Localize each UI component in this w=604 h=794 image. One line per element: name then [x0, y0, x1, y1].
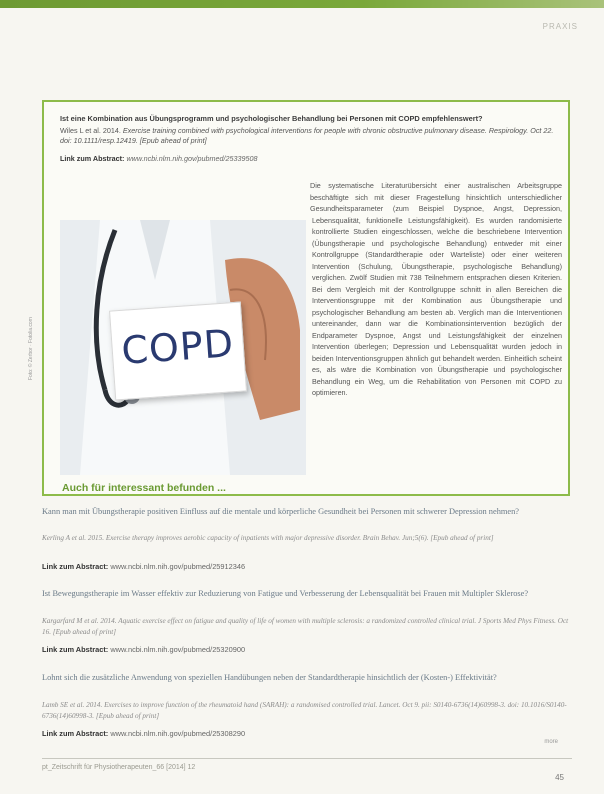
article-3-link[interactable] [42, 729, 572, 738]
article-2-link-label: Link zum Abstract: [42, 645, 109, 654]
article-1-link-label: Link zum Abstract: [42, 562, 109, 571]
box-link-label: Link zum Abstract: [60, 154, 125, 163]
box-link[interactable] [60, 154, 564, 163]
article-2-link-url[interactable]: www.ncbi.nlm.nih.gov/pubmed/25320900 [110, 645, 246, 654]
article-2-link[interactable] [42, 645, 572, 654]
more-indicator: more [544, 739, 558, 745]
article-1-title: Kann man mit Übungstherapie positiven Einfluss auf die mentale und körperliche Gesundheit bei Personen mit schwerer Depression nehmen? [42, 507, 520, 516]
copd-photo [60, 220, 306, 475]
article-3-title: Lohnt sich die zusätzliche Anwendung von speziellen Handübungen neben der Standardtherapie hinsichtlich der (Kosten-) Effektivität? [42, 673, 497, 682]
box-link-url[interactable]: www.ncbi.nlm.nih.gov/pubmed/25339508 [126, 154, 258, 163]
box-reference [60, 126, 564, 146]
box-reference-journal: Respirology. Oct 22. doi: 10.1111/resp.12419. [Epub ahead of print] [60, 126, 554, 145]
article-1-link-url[interactable]: www.ncbi.nlm.nih.gov/pubmed/25912346 [110, 562, 246, 571]
footer-journal: pt_Zeitschrift für Physiotherapeuten_66 [2014] 12 [42, 764, 196, 771]
box-reference-authors: Wiles L et al. 2014. [60, 126, 121, 135]
photo-credit: Foto: © Zerbor · Fotolia.com [28, 317, 34, 380]
article-2-ref: Kargarfard M et al. 2014. Aquatic exercise effect on fatigue and quality of life of women with multiple sclerosis: a randomized controlled clinical trial. J Sports Med Phys Fitness. Oct 16. [Epub ahead of print] [42, 617, 569, 636]
box-reference-title: Exercise training combined with psychological interventions for people with chronic obstructive pulmonary disease. [122, 126, 487, 135]
page-number: 45 [555, 773, 564, 782]
copd-sign-text: COPD [120, 321, 236, 373]
article-1-link[interactable] [42, 562, 572, 571]
text-wrap-spacer-top [60, 180, 310, 219]
also-heading: Auch für interessant befunden ... [62, 482, 226, 494]
top-accent-bar [0, 0, 604, 8]
article-1-ref: Kerling A et al. 2015. Exercise therapy improves aerobic capacity of inpatients with major depressive disorder. Brain Behav. Jun;5(6). [Epub ahead of print] [42, 534, 494, 542]
footer-divider [42, 758, 572, 759]
box-question: Ist eine Kombination aus Übungsprogramm und psychologischer Behandlung bei Personen mit COPD empfehlenswert? [60, 114, 483, 123]
copd-sign [109, 302, 247, 401]
article-3-link-label: Link zum Abstract: [42, 729, 109, 738]
article-3-ref: Lamb SE et al. 2014. Exercises to improve function of the rheumatoid hand (SARAH): a randomised controlled trial. Lancet. Oct 9. pii: S0140-6736(14)60998-3. doi: 10.1016/S0140-6736(14)60998-3. [Epub ahead of print] [42, 701, 567, 720]
box-paragraph-text: Die systematische Literaturübersicht einer australischen Arbeitsgruppe beschäftigte sich mit dieser Fragestellung hinsichtlich unterschiedlicher Gesundheitsparameter (zum Beispiel Dyspnoe, Angst, Depression, Lebensqualität, funktionelle Leistungsfähigkeit). Es wurden randomisierte kontrollierte Studien eingeschlossen, welche die beschriebene Intervention (Übungstherapie und psychologische Behandlung) entweder mit einer Kontrollgruppe (Standardtherapie oder Warteliste) oder einer weiteren Intervention (Schulung, Übungstherapie, psychologische Behandlung) verglichen. Zwölf Studien mit 738 Teilnehmern entsprachen diesen Kriterien. Bei dem Vergleich mit der Kontrollgruppe schnitt in allen Bereichen die Interventionsgruppe mit der Kombination aus Übungstherapie und psychologischer Behandlung am besten ab. Verglich man die Interventionen untereinander, dann war die Kombinationsintervention bezüglich der Endparameter Dyspnoe, Angst und Leistungsfähigkeit der einzelnen Intervention überlegen; Depression und Lebensqualität wurden jedoch in beiden Interventionsgruppen ähnlich gut behandelt werden. Einheitlich scheint es, als wäre die Kombination von Übungstherapie und psychologischer Behandlung ein Weg, um die Rehabilitation von Personen mit COPD zu optimieren. [310, 181, 562, 397]
article-3-link-url[interactable]: www.ncbi.nlm.nih.gov/pubmed/25308290 [110, 729, 246, 738]
article-2-title: Ist Bewegungstherapie im Wasser effektiv zur Reduzierung von Fatigue und Verbesserung der Lebensqualität bei Frauen mit Multipler Sklerose? [42, 589, 529, 598]
section-label: PRAXIS [542, 22, 578, 31]
